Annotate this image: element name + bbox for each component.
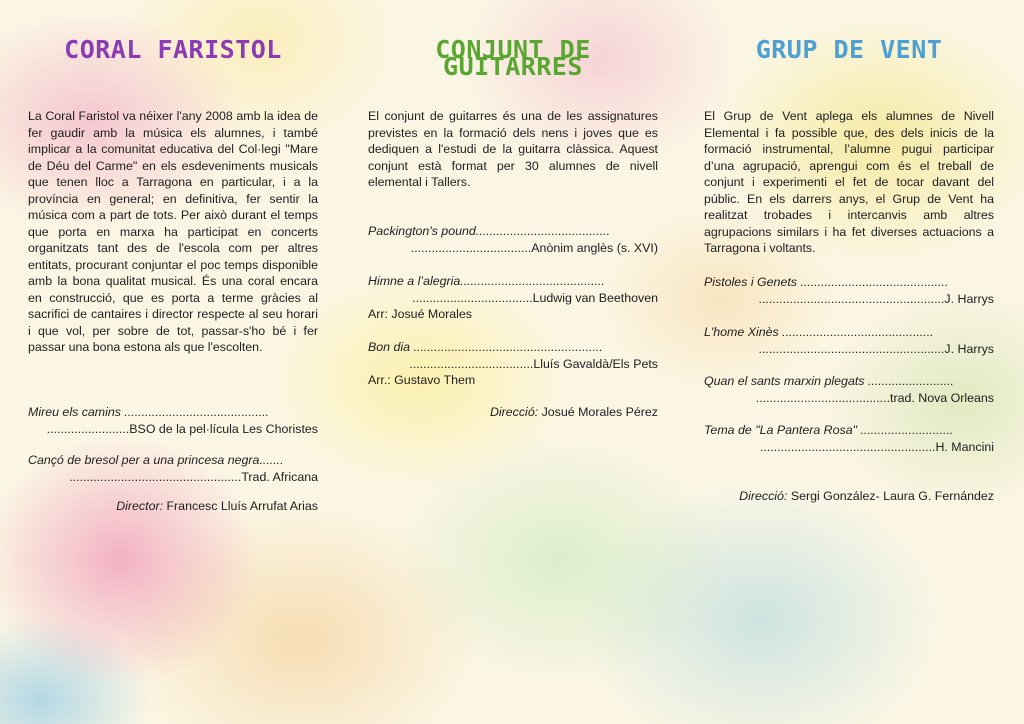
coral-paragraph: La Coral Faristol va néixer l'any 2008 amb la idea de fer gaudir amb la música els alumnes, i també implicar a la comunitat educativa del Col·legi "Mare de Déu del Carme" en els esdeveniments musicals que tenen lloc a Tarragona en particular, i a la província en general; en definitiva, fer sentir la música com a part de tots. Per això durant el temps que porta en marxa ha participat en concerts organitzats tant des de l'escola com per altres entitats, procurant conjuntar el poc temps disponible amb la bona qualitat musical. És una coral encara en construcció, que es porta a terme gràcies al sacrifici de cantaires i director respecte al seu horari i que vol, per sobre de tot, passar-s'ho bé i fer passar una bona estona als que l'escolten.	[28, 109, 318, 354]
piece-credit: ..................................................Trad. Africana	[69, 469, 318, 484]
director-name: Josué Morales Pérez	[538, 405, 658, 419]
piece-name: Himne a l’alegria..........................................	[368, 274, 605, 288]
guitarres-director	[368, 404, 658, 421]
piece-credit: .......................................trad. Nova Orleans	[755, 390, 994, 405]
piece-name: Tema de "La Pantera Rosa" ...........................	[704, 423, 954, 437]
vent-title: GRUP DE VENT	[755, 35, 943, 64]
piece-name: Packington's pound.......................................	[368, 224, 611, 238]
piece-name: Cançó de bresol per a una princesa negra.......	[28, 453, 284, 467]
coral-piece	[28, 452, 318, 485]
guitarres-piece	[368, 273, 658, 323]
piece-credit: ......................................................J. Harrys	[758, 291, 994, 306]
coral-title: CORAL FARISTOL	[64, 35, 282, 64]
director-label: Direcció:	[489, 405, 539, 419]
piece-name: L'home Xinès ............................................	[704, 325, 934, 339]
piece-credit: ...................................Ludwig van Beethoven	[412, 290, 658, 305]
vent-piece	[704, 324, 994, 357]
vent-paragraph: El Grup de Vent aplega els alumnes de Nivell Elemental i fa possible que, des dels inicis de la formació instrumental, l’alumne pugui participar d’una agrupació, aprengui com és el treball de conjunt i experimenti el fet de tocar davant del públic. En els darrers anys, el Grup de Vent ha realitzat trobades i intercanvis amb altres agrupacions similars i ha fet diverses actuacions a Tarragona i voltants.	[704, 109, 994, 255]
director-label: Direcció:	[739, 489, 788, 503]
vent-piece	[704, 274, 994, 307]
coral-piece	[28, 404, 318, 437]
vent-piece	[704, 373, 994, 406]
piece-name: Pistoles i Genets ...........................................	[704, 275, 949, 289]
guitarres-piece	[368, 223, 658, 256]
piece-credit: ....................................Lluís Gavaldà/Els Pets	[409, 356, 658, 371]
piece-arranger: Arr.: Gustavo Them	[368, 373, 476, 387]
piece-name: Quan el sants marxin plegats .........................	[704, 374, 954, 388]
guitarres-title: CONJUNT DE GUITARRES	[435, 35, 591, 81]
guitarres-piece	[368, 339, 658, 389]
piece-credit: ...................................................H. Mancini	[759, 439, 994, 454]
piece-credit: ........................BSO de la pel·lícula Les Choristes	[46, 421, 318, 436]
director-label: Director:	[116, 499, 164, 513]
director-name: Francesc Lluís Arrufat Arias	[163, 499, 318, 513]
piece-name: Bon dia .......................................................	[368, 340, 603, 354]
director-name: Sergi González- Laura G. Fernández	[787, 489, 994, 503]
piece-arranger: Arr: Josué Morales	[368, 307, 472, 321]
piece-credit: ...................................Anònim anglès (s. XVI)	[410, 240, 658, 255]
vent-director	[704, 488, 994, 505]
coral-director	[28, 498, 318, 515]
piece-name: Mireu els camins ..........................................	[28, 405, 269, 419]
vent-piece	[704, 422, 994, 455]
piece-credit: ......................................................J. Harrys	[758, 341, 994, 356]
guitarres-paragraph: El conjunt de guitarres és una de les assignatures previstes en la formació dels nens i joves que es dediquen a l'estudi de la guitarra clàssica. Aquest conjunt està format per 30 alumnes de nivell elemental i Tallers.	[368, 109, 658, 189]
